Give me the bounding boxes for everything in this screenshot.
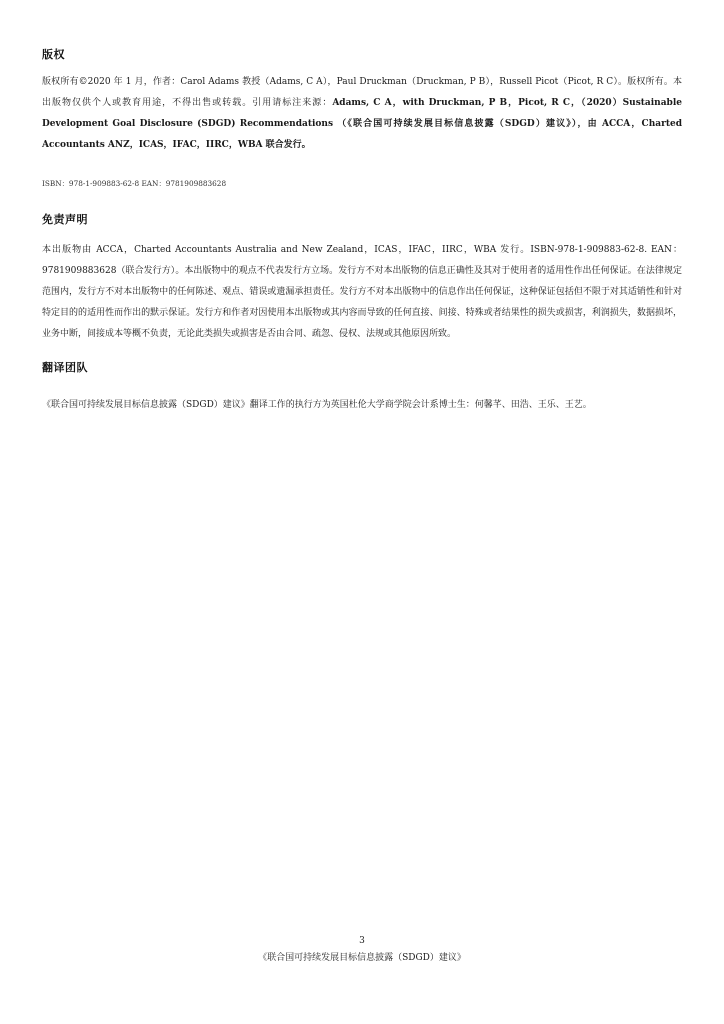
disclaimer-paragraph: 本出版物由 ACCA，Charted Accountants Australia and New Zealand，ICAS，IFAC，IIRC，WBA 发行。ISBN-978-1-909883-62-8. EAN：9781909883628（联合发行方）。本出版物中的观点不代表发行方立场。发行方不对本出版物的信息正确性及其对于使用者的适用性作出任何保证。在法律规定范围内，发行方不对本出版物中的任何陈述、观点、错误或遗漏承担责任。发行方不对本出版物中的信息作出任何保证，这种保证包括但不限于对其适销性和针对特定目的的适用性而作出的默示保证。发行方和作者对因使用本出版物或其内容而导致的任何直接、间接、特殊或者结果性的损失或损害，利润损失，数据损坏，业务中断，间接成本等概不负责，无论此类损失或损害是否由合同、疏忽、侵权、法规或其他原因所致。 [42, 245, 682, 339]
footer-document-title: 《联合国可持续发展目标信息披露（SDGD）建议》 [258, 953, 466, 963]
citation-text: Adams, C A，with Druckman, P B，Picot, R C，（2020）Sustainable Development Goal Disclosure (SDGD) Recommendations （《联合国可持续发展目标信息披露（SDGD）建议》），由 ACCA，Charted Accountants ANZ，ICAS，IFAC，IIRC，WBA 联合发行。 [42, 98, 682, 150]
disclaimer-heading: 免责声明 [42, 213, 88, 226]
page-number: 3 [359, 936, 365, 946]
copyright-heading: 版权 [42, 48, 65, 61]
copyright-text: 版权所有©2020 年 1 月，作者：Carol Adams 教授（Adams, C A），Paul Druckman（Druckman, P B），Russell Picot（Picot, R C）。版权所有。本出版物仅供个人或教育用途，不得出售或转载。引用请标注来源： [42, 77, 682, 108]
copyright-paragraph [42, 72, 682, 156]
isbn-line: ISBN：978-1-909883-62-8 EAN：9781909883628 [42, 179, 227, 188]
translation-team-paragraph: 《联合国可持续发展目标信息披露（SDGD）建议》翻译工作的执行方为英国杜伦大学商学院会计系博士生：何馨芊、田浩、王乐、王艺。 [42, 400, 592, 410]
translation-team-heading: 翻译团队 [42, 361, 88, 374]
